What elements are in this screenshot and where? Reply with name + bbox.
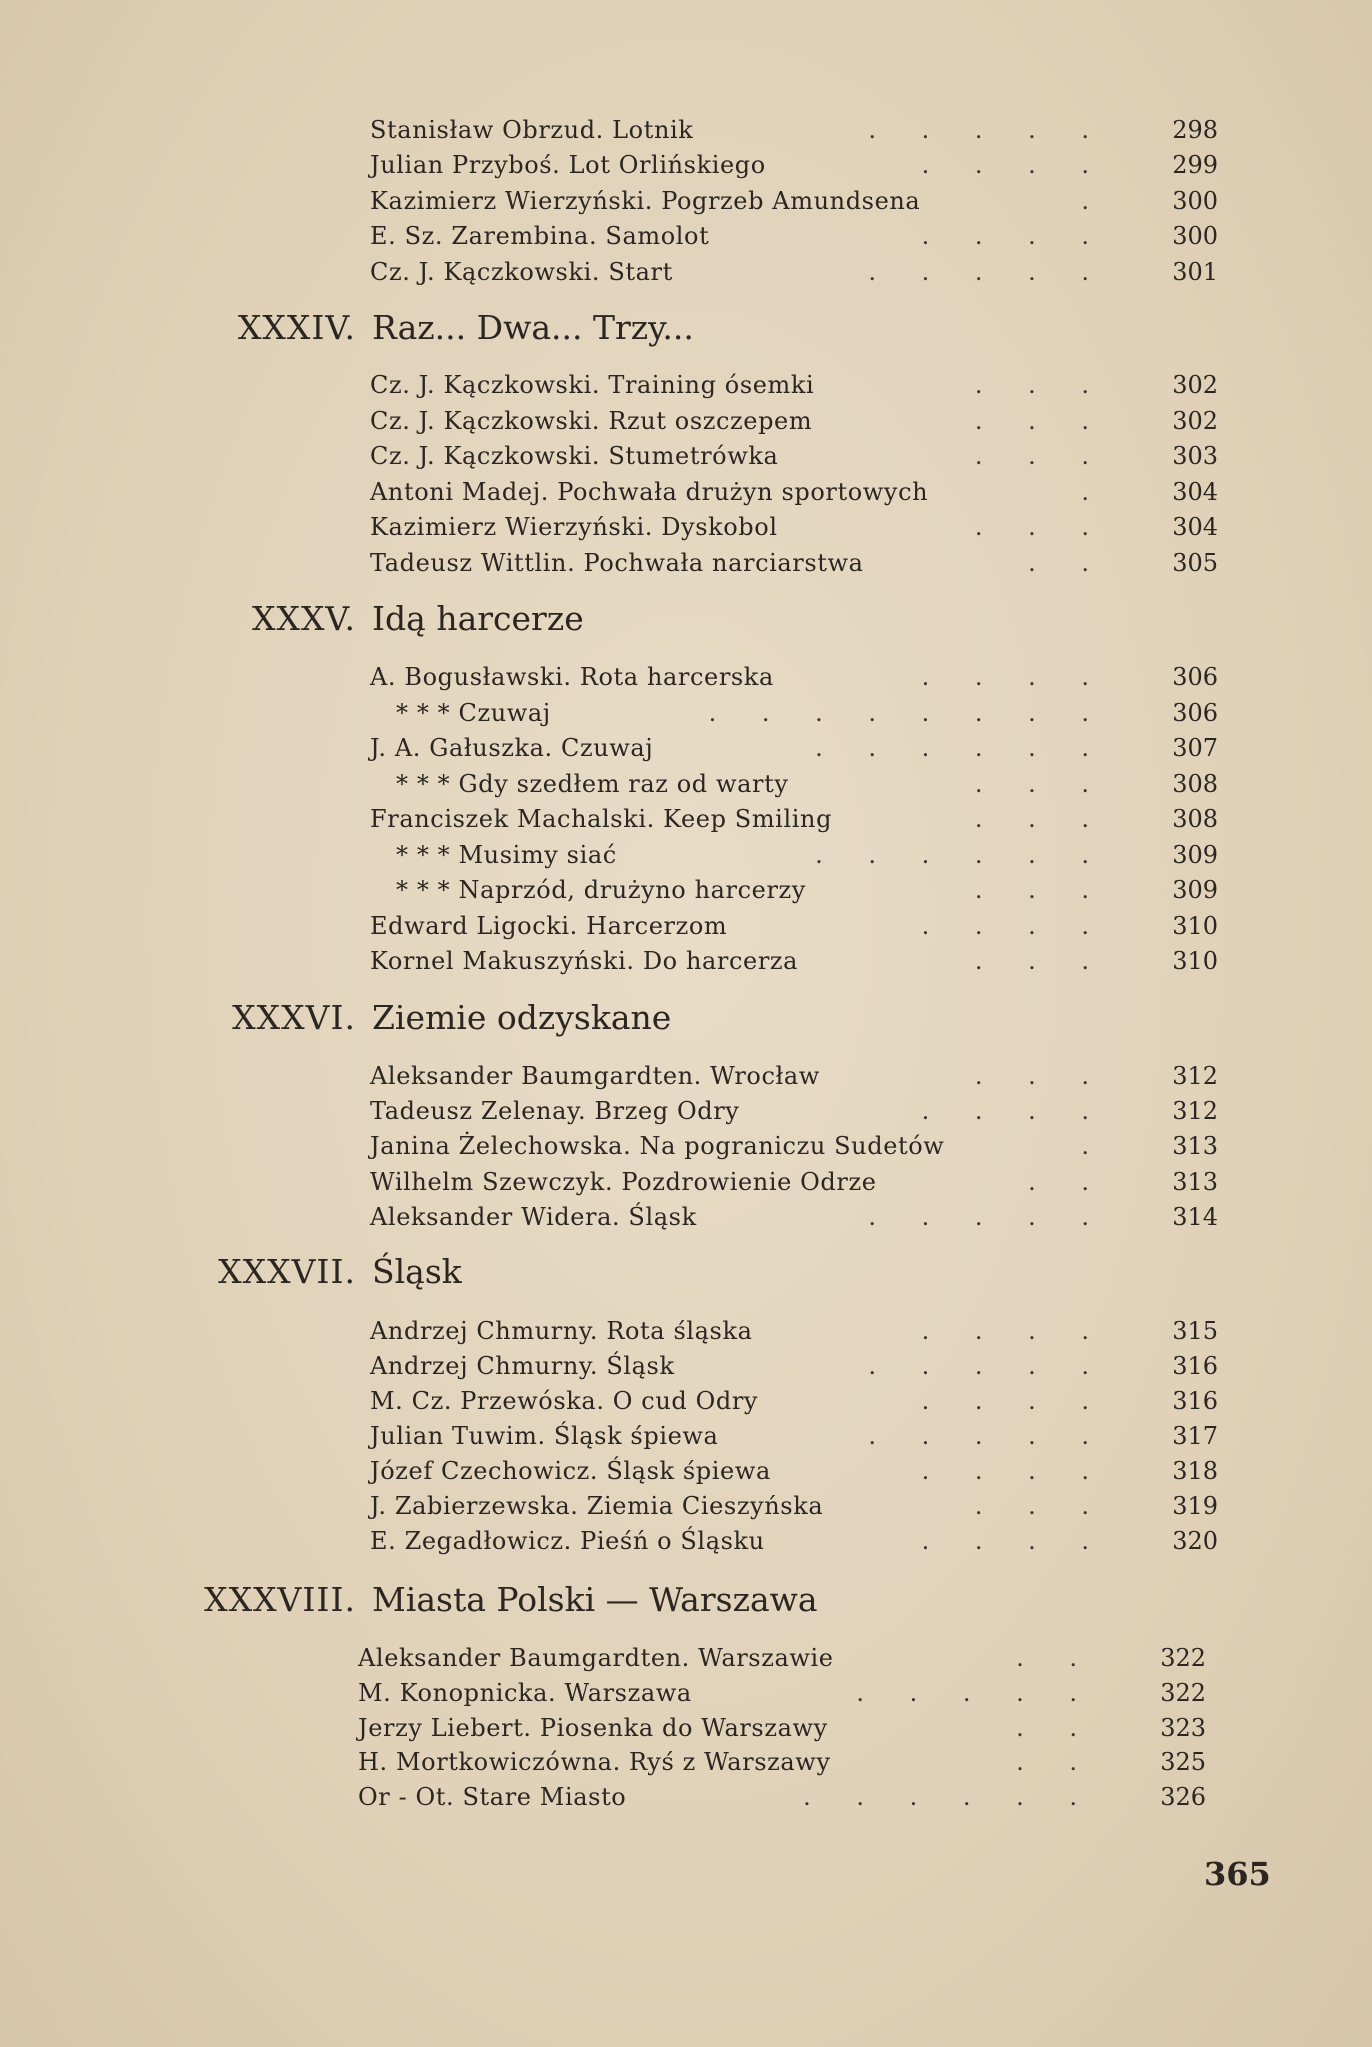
section-heading — [0, 1578, 1372, 1622]
entry-text: Aleksander Baumgardten. Warszawie — [358, 1644, 834, 1672]
toc-entry — [370, 219, 1218, 253]
entry-page: 317 — [1172, 1422, 1218, 1450]
toc-entry — [370, 1384, 1218, 1418]
leader-dots: . . . — [974, 947, 1108, 975]
entry-text: E. Sz. Zarembina. Samolot — [370, 222, 710, 250]
leader-dots: . . . . . — [868, 1203, 1108, 1231]
leader-dots: . . . — [974, 371, 1108, 399]
leader-dots: . . . . . — [856, 1679, 1096, 1707]
leader-dots: . . . — [974, 513, 1108, 541]
toc-entry — [370, 660, 1218, 694]
toc-entry — [370, 1129, 1218, 1163]
entry-text: Andrzej Chmurny. Rota śląska — [370, 1317, 753, 1345]
entry-text: Kazimierz Wierzyński. Dyskobol — [370, 513, 778, 541]
entry-text: Julian Tuwim. Śląsk śpiewa — [370, 1422, 719, 1450]
toc-entry — [370, 1314, 1218, 1348]
entry-text: Or - Ot. Stare Miasto — [358, 1783, 627, 1811]
leader-dots: . . . — [974, 770, 1108, 798]
entry-page: 316 — [1172, 1387, 1218, 1415]
entry-page: 302 — [1172, 407, 1218, 435]
leader-dots: . . . — [974, 1062, 1108, 1090]
entry-page: 312 — [1172, 1062, 1218, 1090]
leader-dots: . . . . — [921, 663, 1108, 691]
entry-page: 318 — [1172, 1457, 1218, 1485]
toc-entry — [370, 944, 1218, 978]
section-number: XXXVII. — [218, 1252, 356, 1291]
entry-text: Tadeusz Zelenay. Brzeg Odry — [370, 1097, 740, 1125]
leader-dots: . . — [1016, 1714, 1096, 1742]
entry-page: 323 — [1160, 1714, 1206, 1742]
section-number: XXXIV. — [237, 308, 356, 347]
toc-entry — [370, 838, 1218, 872]
leader-dots: . . . . . . — [803, 1783, 1096, 1811]
section-title: Miasta Polski — Warszawa — [372, 1580, 818, 1619]
entry-text: Janina Żelechowska. Na pograniczu Sudetów — [370, 1132, 945, 1160]
page-number: 365 — [1204, 1855, 1271, 1893]
entry-page: 325 — [1160, 1748, 1206, 1776]
toc-entry — [370, 439, 1218, 473]
entry-page: 302 — [1172, 371, 1218, 399]
entry-page: 307 — [1172, 734, 1218, 762]
leader-dots: . . . — [974, 407, 1108, 435]
entry-page: 300 — [1172, 222, 1218, 250]
entry-text: M. Cz. Przewóska. O cud Odry — [370, 1387, 759, 1415]
leader-dots: . . — [1016, 1748, 1096, 1776]
entry-text: E. Zegadłowicz. Pieśń o Śląsku — [370, 1527, 765, 1555]
leader-dots: . . . . — [921, 222, 1108, 250]
toc-entry — [370, 1454, 1218, 1488]
section-number: XXXVIII. — [204, 1580, 356, 1619]
leader-dots: . . . . — [921, 1317, 1108, 1345]
entry-page: 315 — [1172, 1317, 1218, 1345]
leader-dots: . . . . — [921, 912, 1108, 940]
entry-page: 308 — [1172, 805, 1218, 833]
entry-page: 306 — [1172, 699, 1218, 727]
toc-entry — [358, 1745, 1206, 1779]
entry-page: 313 — [1172, 1168, 1218, 1196]
entry-text: Józef Czechowicz. Śląsk śpiewa — [370, 1457, 771, 1485]
entry-page: 314 — [1172, 1203, 1218, 1231]
toc-entry — [370, 873, 1218, 907]
entry-page: 304 — [1172, 478, 1218, 506]
toc-entry — [358, 1780, 1206, 1814]
toc-entry — [370, 1059, 1218, 1093]
section-title: Ziemie odzyskane — [372, 998, 672, 1037]
entry-text: H. Mortkowiczówna. Ryś z Warszawy — [358, 1748, 831, 1776]
entry-page: 316 — [1172, 1352, 1218, 1380]
leader-dots: . . — [1016, 1644, 1096, 1672]
leader-dots: . . . — [974, 1492, 1108, 1520]
toc-entry — [370, 696, 1218, 730]
entry-text: M. Konopnicka. Warszawa — [358, 1679, 692, 1707]
toc-entry — [370, 510, 1218, 544]
section-title: Śląsk — [372, 1252, 462, 1291]
leader-dots: . . . — [974, 876, 1108, 904]
toc-entry — [370, 1419, 1218, 1453]
leader-dots: . . — [1028, 549, 1108, 577]
leader-dots: . . . . . . — [815, 841, 1108, 869]
leader-dots: . . . — [974, 442, 1108, 470]
toc-entry — [370, 404, 1218, 438]
toc-entry — [370, 767, 1218, 801]
entry-page: 312 — [1172, 1097, 1218, 1125]
section-number: XXXVI. — [232, 998, 356, 1037]
leader-dots: . . . . . . — [815, 734, 1108, 762]
entry-text: Franciszek Machalski. Keep Smiling — [370, 805, 833, 833]
leader-dots: . . . . . — [868, 1422, 1108, 1450]
entry-page: 298 — [1172, 116, 1218, 144]
section-heading — [0, 996, 1372, 1040]
leader-dots: . . . . — [921, 151, 1108, 179]
entry-page: 319 — [1172, 1492, 1218, 1520]
section-title: Raz... Dwa... Trzy... — [372, 308, 694, 347]
leader-dots: . . . — [974, 805, 1108, 833]
leader-dots: . . — [1028, 1168, 1108, 1196]
toc-entry — [370, 909, 1218, 943]
toc-entry — [370, 113, 1218, 147]
entry-text: Andrzej Chmurny. Śląsk — [370, 1352, 675, 1380]
leader-dots: . . . . . — [868, 116, 1108, 144]
entry-page: 306 — [1172, 663, 1218, 691]
toc-entry — [370, 255, 1218, 289]
toc-entry — [370, 184, 1218, 218]
entry-page: 310 — [1172, 912, 1218, 940]
entry-page: 326 — [1160, 1783, 1206, 1811]
entry-text: Cz. J. Kączkowski. Training ósemki — [370, 371, 815, 399]
entry-page: 310 — [1172, 947, 1218, 975]
toc-entry — [358, 1676, 1206, 1710]
leader-dots: . . . . — [921, 1457, 1108, 1485]
toc-entry — [370, 1349, 1218, 1383]
toc-entry — [370, 802, 1218, 836]
entry-page: 304 — [1172, 513, 1218, 541]
leader-dots: . . . . . — [868, 258, 1108, 286]
toc-entry — [370, 1094, 1218, 1128]
entry-page: 303 — [1172, 442, 1218, 470]
entry-text: Edward Ligocki. Harcerzom — [370, 912, 728, 940]
entry-text: Cz. J. Kączkowski. Rzut oszczepem — [370, 407, 813, 435]
entry-text: J. A. Gałuszka. Czuwaj — [370, 734, 654, 762]
entry-text: * * * Musimy siać — [396, 841, 617, 869]
leader-dots: . . . . — [921, 1527, 1108, 1555]
leader-dots: . . . . — [921, 1097, 1108, 1125]
entry-text: Jerzy Liebert. Piosenka do Warszawy — [358, 1714, 828, 1742]
toc-entry — [370, 1165, 1218, 1199]
section-heading — [0, 1250, 1372, 1294]
entry-text: J. Zabierzewska. Ziemia Cieszyńska — [370, 1492, 824, 1520]
section-title: Idą harcerze — [372, 599, 584, 638]
toc-entry — [358, 1641, 1206, 1675]
section-heading — [0, 597, 1372, 641]
entry-page: 308 — [1172, 770, 1218, 798]
toc-entry — [370, 475, 1218, 509]
section-heading — [0, 306, 1372, 350]
toc-entry — [370, 731, 1218, 765]
entry-text: * * * Naprzód, drużyno harcerzy — [396, 876, 806, 904]
leader-dots: . — [1081, 1132, 1108, 1160]
section-number: XXXV. — [251, 599, 356, 638]
entry-page: 305 — [1172, 549, 1218, 577]
entry-text: Aleksander Baumgardten. Wrocław — [370, 1062, 820, 1090]
entry-page: 320 — [1172, 1527, 1218, 1555]
leader-dots: . . . . . — [868, 1352, 1108, 1380]
entry-text: Aleksander Widera. Śląsk — [370, 1203, 697, 1231]
entry-text: Julian Przyboś. Lot Orlińskiego — [370, 151, 766, 179]
entry-page: 299 — [1172, 151, 1218, 179]
toc-entry — [370, 148, 1218, 182]
entry-page: 301 — [1172, 258, 1218, 286]
entry-text: Cz. J. Kączkowski. Start — [370, 258, 673, 286]
entry-text: Stanisław Obrzud. Lotnik — [370, 116, 694, 144]
entry-page: 313 — [1172, 1132, 1218, 1160]
entry-page: 309 — [1172, 841, 1218, 869]
toc-entry — [358, 1711, 1206, 1745]
leader-dots: . . . . — [921, 1387, 1108, 1415]
entry-text: A. Bogusławski. Rota harcerska — [370, 663, 774, 691]
toc-entry — [370, 368, 1218, 402]
leader-dots: . — [1081, 187, 1108, 215]
entry-text: Wilhelm Szewczyk. Pozdrowienie Odrze — [370, 1168, 877, 1196]
entry-text: Cz. J. Kączkowski. Stumetrówka — [370, 442, 779, 470]
toc-entry — [370, 1489, 1218, 1523]
toc-entry — [370, 1524, 1218, 1558]
toc-entry — [370, 1200, 1218, 1234]
entry-text: Antoni Madej. Pochwała drużyn sportowych — [370, 478, 929, 506]
leader-dots: . . . . . . . . — [708, 699, 1108, 727]
entry-page: 322 — [1160, 1644, 1206, 1672]
entry-text: * * * Gdy szedłem raz od warty — [396, 770, 789, 798]
leader-dots: . — [1081, 478, 1108, 506]
entry-page: 322 — [1160, 1679, 1206, 1707]
toc-entry — [370, 546, 1218, 580]
entry-text: Tadeusz Wittlin. Pochwała narciarstwa — [370, 549, 864, 577]
entry-text: Kazimierz Wierzyński. Pogrzeb Amundsena — [370, 187, 921, 215]
entry-page: 300 — [1172, 187, 1218, 215]
entry-page: 309 — [1172, 876, 1218, 904]
entry-text: Kornel Makuszyński. Do harcerza — [370, 947, 799, 975]
entry-text: * * * Czuwaj — [396, 699, 551, 727]
